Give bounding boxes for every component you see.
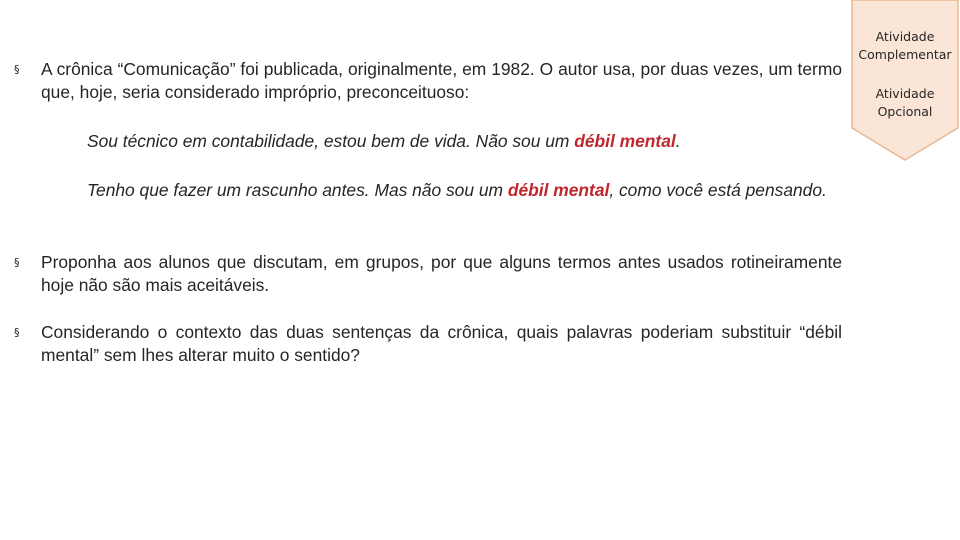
- bullet-text: Considerando o contexto das duas sentenças da crônica, quais palavras poderiam substituir “débil mental” sem lhes alterar muito o sentido?: [41, 322, 842, 365]
- bullet-text: Proponha aos alunos que discutam, em grupos, por que alguns termos antes usados rotineiramente hoje não são mais aceitáveis.: [41, 252, 842, 295]
- quote-1: [87, 130, 827, 153]
- bullet-item-2: [14, 251, 842, 297]
- badge-shape: [850, 0, 960, 162]
- badge-line-4: Opcional: [877, 104, 933, 119]
- quote-text: Tenho que fazer um rascunho antes. Mas não sou um: [87, 180, 508, 200]
- quote-highlight: débil mental: [507, 180, 610, 200]
- activity-badge: [850, 0, 960, 162]
- badge-line-3: Atividade: [875, 86, 935, 101]
- bullet-item-1: [14, 58, 842, 104]
- badge-pentagon: [852, 0, 958, 160]
- bullet-item-3: [14, 321, 842, 367]
- bullet-marker: §: [14, 63, 20, 76]
- badge-line-1: Atividade: [875, 29, 935, 44]
- bullet-marker: §: [14, 256, 20, 269]
- bullet-marker: §: [14, 326, 20, 339]
- bullet-text: A crônica “Comunicação” foi publicada, originalmente, em 1982. O autor usa, por duas vezes, um termo que, hoje, seria considerado impróprio, preconceituoso:: [41, 59, 842, 102]
- quote-text: Sou técnico em contabilidade, estou bem de vida. Não sou um: [87, 131, 575, 151]
- quote-text-end: , como você está pensando.: [609, 180, 827, 200]
- badge-line-2: Complementar: [858, 47, 952, 62]
- quote-highlight: débil mental: [574, 131, 676, 151]
- quote-text-end: .: [675, 131, 681, 151]
- quote-2: [87, 179, 827, 202]
